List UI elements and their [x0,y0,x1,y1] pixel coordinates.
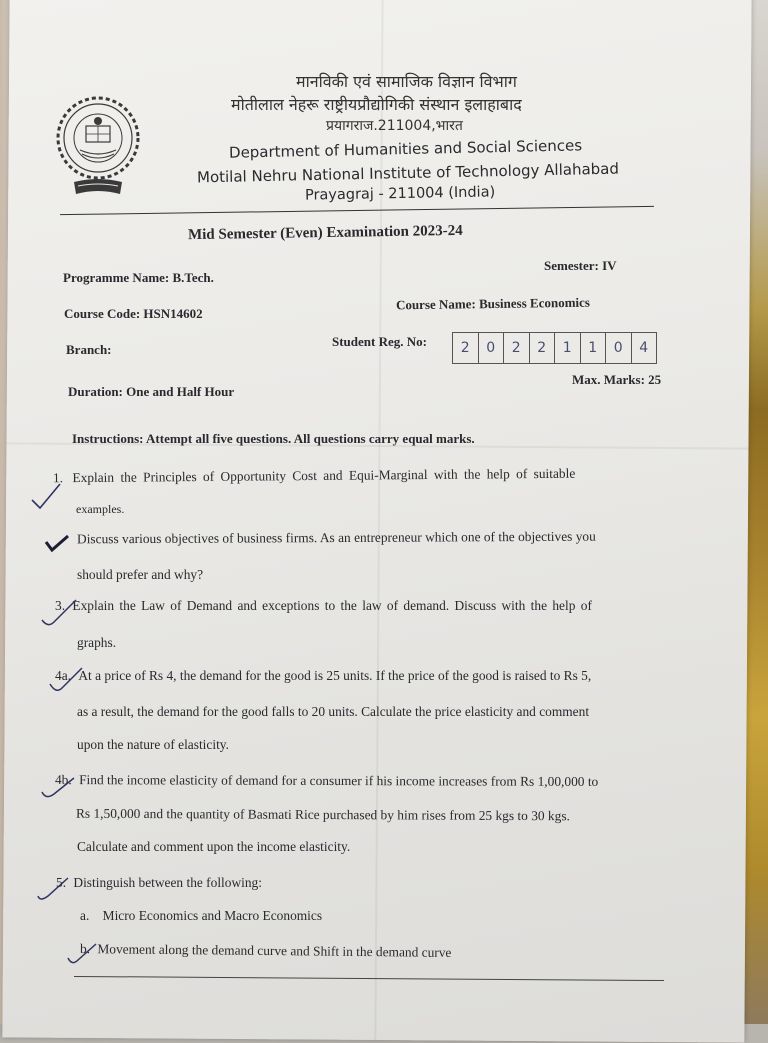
question-3 [55,598,592,614]
question-4a [55,668,591,684]
question-number: 4a. [55,668,71,683]
institute-location: Prayagraj - 211004 (India) [304,184,496,204]
header-hindi-location: प्रयागराज.211004,भारत [326,118,463,134]
subpart-text: Movement along the demand curve and Shift in the demand curve [97,941,452,960]
question-text: Explain the Principles of Opportunity Cost and Equi-Marginal with the help of suitable [72,465,576,486]
student-reg-label: Student Reg. No: [332,334,427,349]
reg-digit: 2 [453,333,479,363]
question-text: At a price of Rs 4, the demand for the good is 25 units. If the price of the good is raised to Rs 5, [78,668,592,683]
reg-digit: 4 [639,340,649,356]
question-4b-cont: Rs 1,50,000 and the quantity of Basmati Rice purchased by him rises from 25 kgs to 30 kgs. [75,805,570,824]
checkmark-icon [44,532,74,556]
institute-name: Motilal Nehru National Institute of Technology Allahabad [196,159,620,187]
exam-title: Mid Semester (Even) Examination 2023-24 [187,222,463,244]
question-number: 4b. [54,772,72,788]
department-name: Department of Humanities and Social Sciences [228,136,583,162]
reg-digit: 2 [504,333,530,363]
subpart-label: b. [79,941,91,957]
question-1-cont: examples. [76,502,125,516]
checkmark-icon [48,664,88,698]
question-2: Discuss various objectives of business firms. As an entrepreneur which one of the objectives you [76,528,596,547]
checkmark-icon [40,774,80,804]
question-number: 1. [52,470,64,486]
header-hindi-department: मानविकी एवं सामाजिक विज्ञान विभाग [296,72,517,91]
question-text: Explain the Law of Demand and exceptions to the law of demand. Discuss with the help of [72,598,592,613]
student-reg-boxes [452,332,657,364]
question-text: Distinguish between the following: [73,875,262,890]
max-marks: Max. Marks: 25 [572,372,662,387]
question-4a-cont2: upon the nature of elasticity. [77,737,229,752]
instructions: Instructions: Attempt all five questions. All questions carry equal marks. [72,431,475,446]
subpart-text: Micro Economics and Macro Economics [102,908,323,923]
branch: Branch: [66,342,112,357]
duration: Duration: One and Half Hour [68,384,235,399]
course-name: Course Name: Business Economics [395,294,591,313]
header-hindi-institute: मोतीलाल नेहरू राष्ट्रीयप्रौद्योगिकी संस्थान इलाहाबाद [231,95,522,114]
question-4b-cont2: Calculate and comment upon the income elasticity. [77,839,351,854]
course-code: Course Code: HSN14602 [64,306,203,321]
question-4a-cont: as a result, the demand for the good falls to 20 units. Calculate the price elasticity and comment [77,704,590,719]
question-text: Find the income elasticity of demand for a consumer if his income increases from Rs 1,00,000 to [79,772,599,789]
semester: Semester: IV [544,258,617,273]
question-number: 5. [56,875,67,890]
institute-seal-icon [56,96,140,204]
reg-digit: 0 [606,333,632,363]
question-4b [55,772,598,790]
reg-digit: 1 [555,333,581,363]
checkmark-icon [30,476,70,516]
checkmark-icon [36,876,76,906]
question-number: 3. [55,598,66,613]
reg-digit: 1 [581,333,607,363]
checkmark-icon [40,596,80,630]
checkmark-icon [66,940,106,970]
reg-digit: 2 [530,333,556,363]
question-5 [56,875,262,891]
reg-digit: 0 [479,333,505,363]
subpart-label: a. [80,908,90,923]
programme-name: Programme Name: B.Tech. [63,270,214,285]
question-3-cont: graphs. [77,635,117,650]
question-2-cont: should prefer and why? [77,567,204,582]
subpart-a [80,908,322,924]
